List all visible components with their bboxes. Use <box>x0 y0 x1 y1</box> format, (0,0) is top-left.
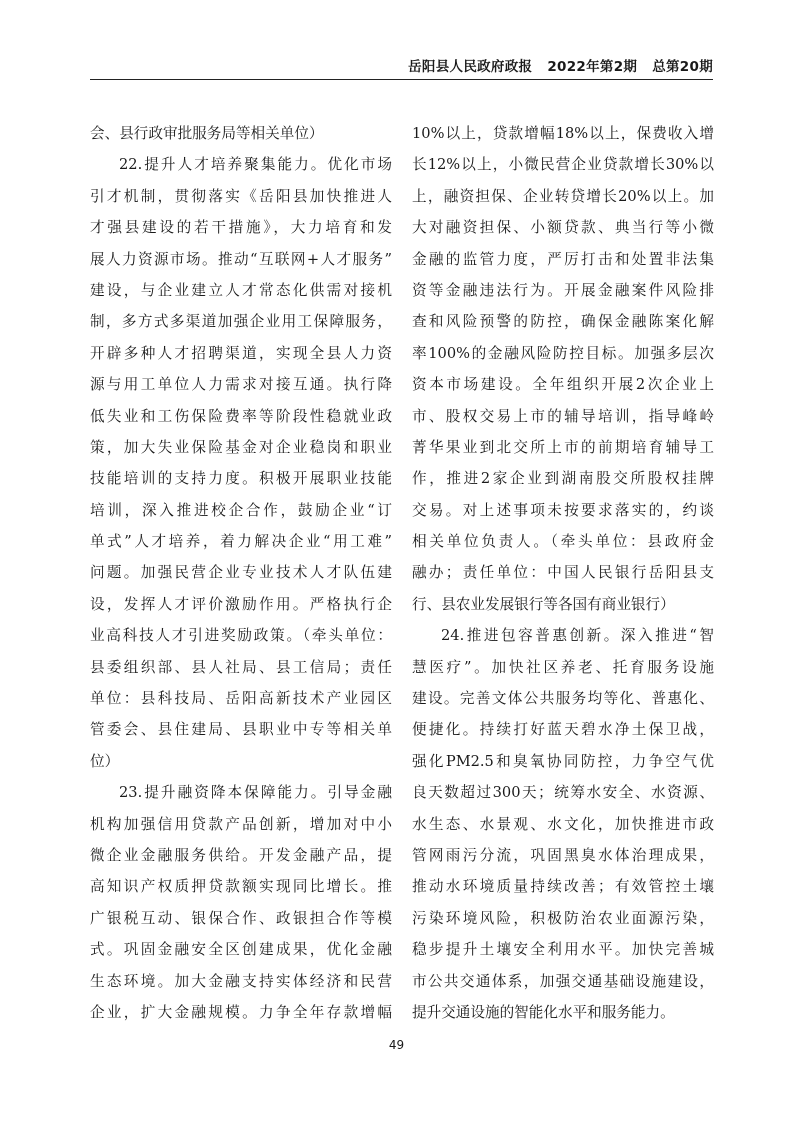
text-line: 设，发挥人才评价激励作用。严格执行企 <box>90 595 392 613</box>
publication-title: 岳阳县人民政府政报 <box>408 59 533 75</box>
text-line: 市公共交通体系，加强交通基础设施建设， <box>412 972 714 990</box>
text-line: 机构加强信用贷款产品创新，增加对中小 <box>90 815 392 833</box>
text-line: 位） <box>90 752 120 770</box>
text-line: 提升交通设施的智能化水平和服务能力。 <box>412 1003 675 1021</box>
text-line: 策，加大失业保险基金对企业稳岗和职业 <box>90 438 392 456</box>
text-line: 24.推进包容普惠创新。深入推进“智 <box>441 627 714 645</box>
text-line: 作，推进2家企业到湖南股交所股权挂牌 <box>412 470 714 488</box>
text-line: 广银税互动、银保合作、政银担合作等模 <box>90 909 392 927</box>
text-line: 率100%的金融风险防控目标。加强多层次 <box>412 344 714 362</box>
text-line: 单位：县科技局、岳阳高新技术产业园区 <box>90 690 392 708</box>
text-line: 推动水环境质量持续改善；有效管控土壤 <box>412 878 714 896</box>
text-line: 源与用工单位人力需求对接互通。执行降 <box>90 376 392 394</box>
text-line: 污染环境风险，积极防治农业面源污染， <box>412 909 714 927</box>
text-line: 县委组织部、县人社局、县工信局；责任 <box>90 658 392 676</box>
right-column <box>412 118 714 1028</box>
text-line: 23.提升融资降本保障能力。引导金融 <box>119 784 392 802</box>
text-line: 单式”人才培养，着力解决企业“用工难” <box>90 533 392 551</box>
text-line: 大对融资担保、小额贷款、典当行等小微 <box>412 219 714 237</box>
text-line: 管网雨污分流，巩固黑臭水体治理成果， <box>412 846 714 864</box>
text-line: 菁华果业到北交所上市的前期培育辅导工 <box>412 438 714 456</box>
text-line: 引才机制，贯彻落实《岳阳县加快推进人 <box>90 187 392 205</box>
text-line: 交易。对上述事项未按要求落实的，约谈 <box>412 501 714 519</box>
text-line: 展人力资源市场。推动“互联网+人才服务” <box>90 250 392 268</box>
text-line: 建设，与企业建立人才常态化供需对接机 <box>90 281 392 299</box>
page-header <box>90 56 713 78</box>
header-divider <box>90 79 713 80</box>
text-line: 便捷化。持续打好蓝天碧水净土保卫战， <box>412 721 714 739</box>
text-line: 才强县建设的若干措施》，大力培育和发 <box>90 219 392 237</box>
text-line: 业高科技人才引进奖励政策。（牵头单位： <box>90 627 392 645</box>
text-line: 管委会、县住建局、县职业中专等相关单 <box>90 721 392 739</box>
text-line: 培训，深入推进校企合作，鼓励企业“订 <box>90 501 392 519</box>
text-line: 慧医疗”。加快社区养老、托育服务设施 <box>412 658 714 676</box>
text-line: 资等金融违法行为。开展金融案件风险排 <box>412 281 714 299</box>
text-line: 低失业和工伤保险费率等阶段性稳就业政 <box>90 407 392 425</box>
text-line: 式。巩固金融安全区创建成果，优化金融 <box>90 941 392 959</box>
text-line: 微企业金融服务供给。开发金融产品，提 <box>90 846 392 864</box>
text-line: 企业，扩大金融规模。力争全年存款增幅 <box>90 1003 392 1021</box>
text-line: 22.提升人才培养聚集能力。优化市场 <box>119 156 392 174</box>
text-line: 强化PM2.5和臭氧协同防控，力争空气优 <box>412 752 714 770</box>
text-line: 长12%以上，小微民营企业贷款增长30%以 <box>412 156 714 174</box>
text-line: 市、股权交易上市的辅导培训，指导峰岭 <box>412 407 714 425</box>
text-line: 制，多方式多渠道加强企业用工保障服务， <box>90 313 392 331</box>
text-line: 融办；责任单位：中国人民银行岳阳县支 <box>412 564 714 582</box>
text-line: 高知识产权质押贷款额实现同比增长。推 <box>90 878 392 896</box>
text-line: 相关单位负责人。（牵头单位：县政府金 <box>412 533 714 551</box>
text-line: 查和风险预警的防控，确保金融陈案化解 <box>412 313 714 331</box>
text-line: 问题。加强民营企业专业技术人才队伍建 <box>90 564 392 582</box>
left-column <box>90 118 392 1028</box>
text-line: 稳步提升土壤安全利用水平。加快完善城 <box>412 941 714 959</box>
page-number: 49 <box>388 1038 405 1052</box>
text-line: 资本市场建设。全年组织开展2次企业上 <box>412 376 714 394</box>
text-line: 金融的监管力度，严厉打击和处置非法集 <box>412 250 714 268</box>
issue-number: 2022年第2期 <box>547 59 638 75</box>
text-line: 建设。完善文体公共服务均等化、普惠化、 <box>412 690 714 708</box>
text-line: 行、县农业发展银行等各国有商业银行） <box>412 595 675 613</box>
text-line: 生态环境。加大金融支持实体经济和民营 <box>90 972 392 990</box>
text-line: 良天数超过300天；统筹水安全、水资源、 <box>412 784 714 802</box>
text-line: 会、县行政审批服务局等相关单位） <box>90 125 324 142</box>
total-issue: 总第20期 <box>652 59 713 75</box>
text-line: 开辟多种人才招聘渠道，实现全县人力资 <box>90 344 392 362</box>
text-line: 上，融资担保、企业转贷增长20%以上。加 <box>412 187 714 205</box>
text-line: 技能培训的支持力度。积极开展职业技能 <box>90 470 392 488</box>
text-line: 水生态、水景观、水文化，加快推进市政 <box>412 815 714 833</box>
text-line: 10%以上，贷款增幅18%以上，保费收入增 <box>412 125 714 142</box>
